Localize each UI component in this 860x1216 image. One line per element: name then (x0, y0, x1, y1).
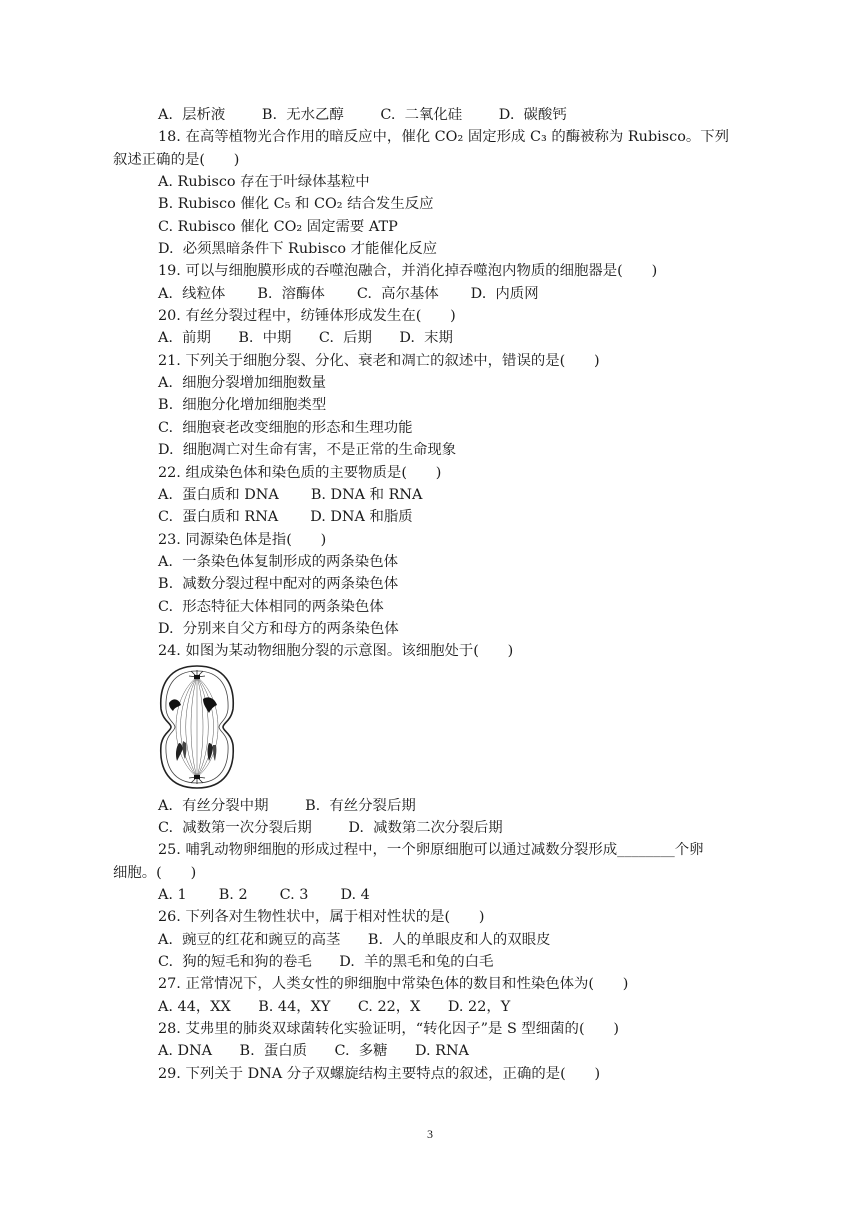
option: C. 减数第一次分裂后期 (158, 819, 312, 836)
question-28-stem: 28. 艾弗里的肺炎双球菌转化实验证明，“转化因子”是 S 型细菌的( ) (158, 1021, 619, 1038)
option: B. 44，XY (258, 998, 331, 1015)
question-17-options (113, 104, 743, 126)
question-26-options-ab (113, 929, 743, 951)
option: B. 中期 (238, 330, 292, 347)
option: C. 后期 (318, 330, 372, 347)
option: B. 2 (218, 886, 248, 903)
option: D. 减数第二次分裂后期 (348, 819, 503, 836)
question-24-stem: 24. 如图为某动物细胞分裂的示意图。该细胞处于( ) (158, 643, 514, 660)
page-content (113, 104, 743, 1085)
question-28-options (113, 1040, 743, 1062)
question-19-options (113, 283, 743, 305)
question-22-options-ab (113, 484, 743, 506)
option: A. 线粒体 (158, 285, 226, 302)
option: D. RNA (414, 1043, 469, 1060)
question-25-stem: 25. 哺乳动物卵细胞的形成过程中，一个卵原细胞可以通过减数分裂形成________个卵 (158, 842, 704, 859)
dividing-cell-illustration (155, 663, 239, 791)
option: D. DNA 和脂质 (310, 509, 413, 526)
option: B. 有丝分裂后期 (305, 797, 416, 814)
question-23-option-a: A. 一条染色体复制形成的两条染色体 (158, 553, 398, 570)
option: D. 羊的黑毛和兔的白毛 (339, 954, 494, 970)
question-24-options-ab (113, 795, 743, 817)
question-18-stem-cont: 叙述正确的是( ) (113, 151, 240, 168)
page-number: 3 (427, 1127, 433, 1141)
question-23-stem: 23. 同源染色体是指( ) (158, 531, 327, 548)
option: D. 内质网 (470, 285, 539, 302)
option: B. 溶酶体 (257, 285, 325, 302)
question-18-option-d: D. 必须黑暗条件下 Rubisco 才能催化反应 (158, 241, 438, 258)
option: C. 高尔基体 (356, 285, 439, 302)
question-21-stem: 21. 下列关于细胞分裂、分化、衰老和凋亡的叙述中，错误的是( ) (158, 352, 600, 369)
question-18-option-b: B. Rubisco 催化 C₅ 和 CO₂ 结合发生反应 (158, 196, 434, 213)
question-25-options (113, 884, 743, 906)
option: C. 狗的短毛和狗的卷毛 (158, 954, 312, 970)
option: B. 蛋白质 (239, 1043, 308, 1060)
question-23-option-d: D. 分别来自父方和母方的两条染色体 (158, 620, 399, 637)
question-20-options (113, 327, 743, 349)
option: A. 层析液 (158, 107, 226, 123)
option: A. DNA (158, 1043, 213, 1060)
option: C. 多糖 (334, 1043, 388, 1060)
question-26-options-cd (113, 951, 743, 973)
option: B. 人的单眼皮和人的双眼皮 (367, 931, 551, 948)
option: A. 前期 (158, 330, 211, 347)
option: D. 碳酸钙 (498, 107, 567, 123)
question-23-option-c: C. 形态特征大体相同的两条染色体 (158, 598, 384, 615)
question-27-stem: 27. 正常情况下，人类女性的卵细胞中常染色体的数目和性染色体为( ) (158, 976, 629, 993)
option: B. DNA 和 RNA (310, 486, 423, 503)
option: B. 无水乙醇 (261, 107, 344, 123)
question-25-stem-cont: 细胞。( ) (113, 864, 197, 881)
question-21-option-d: D. 细胞凋亡对生命有害，不是正常的生命现象 (158, 442, 457, 459)
cell-division-figure (113, 663, 743, 795)
question-18-option-c: C. Rubisco 催化 CO₂ 固定需要 ATP (158, 218, 398, 235)
option: C. 蛋白质和 RNA (158, 509, 279, 526)
option: D. 末期 (399, 330, 453, 347)
question-21-option-c: C. 细胞衰老改变细胞的形态和生理功能 (158, 419, 413, 436)
option: C. 3 (279, 886, 309, 903)
question-29-stem: 29. 下列关于 DNA 分子双螺旋结构主要特点的叙述，正确的是( ) (158, 1065, 601, 1082)
question-27-options (113, 996, 743, 1018)
question-26-stem: 26. 下列各对生物性状中，属于相对性状的是( ) (158, 909, 485, 926)
option: D. 4 (340, 886, 370, 903)
question-19-stem: 19. 可以与细胞膜形成的吞噬泡融合，并消化掉吞噬泡内物质的细胞器是( ) (158, 263, 658, 280)
option: A. 1 (158, 886, 187, 903)
option: C. 二氧化硅 (380, 107, 463, 123)
option: A. 有丝分裂中期 (158, 797, 269, 814)
option: A. 44，XX (158, 998, 231, 1015)
question-18-stem: 18. 在高等植物光合作用的暗反应中，催化 CO₂ 固定形成 C₃ 的酶被称为 Rubisco。下列 (158, 129, 730, 146)
question-23-option-b: B. 减数分裂过程中配对的两条染色体 (158, 576, 399, 593)
option: C. 22，X (357, 998, 421, 1015)
question-22-stem: 22. 组成染色体和染色质的主要物质是( ) (158, 464, 442, 481)
question-21-option-a: A. 细胞分裂增加细胞数量 (158, 375, 327, 392)
question-22-options-cd (113, 506, 743, 528)
option: A. 蛋白质和 DNA (158, 486, 279, 503)
question-21-option-b: B. 细胞分化增加细胞类型 (158, 397, 327, 414)
question-24-options-cd (113, 817, 743, 839)
question-20-stem: 20. 有丝分裂过程中，纺锤体形成发生在( ) (158, 308, 456, 325)
question-18-option-a: A. Rubisco 存在于叶绿体基粒中 (158, 174, 370, 191)
option: D. 22，Y (447, 998, 511, 1015)
option: A. 豌豆的红花和豌豆的高茎 (158, 931, 341, 948)
